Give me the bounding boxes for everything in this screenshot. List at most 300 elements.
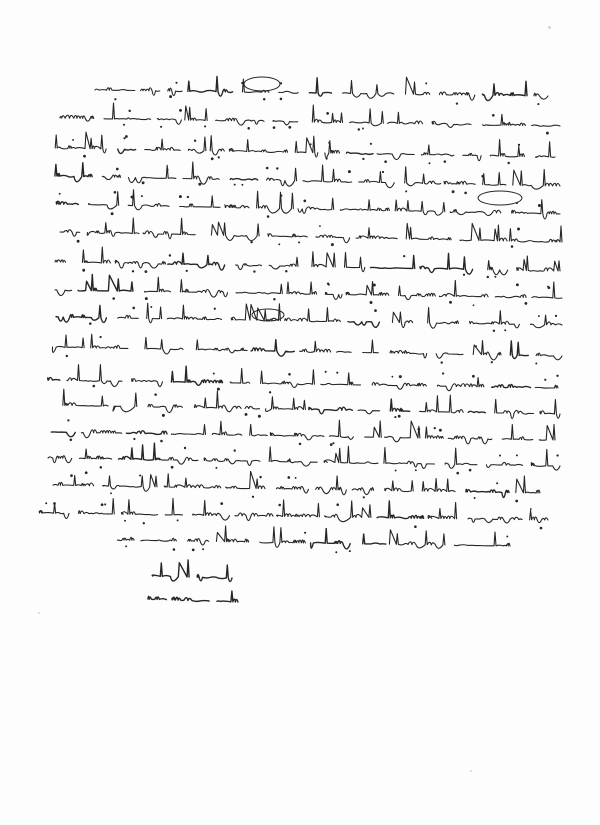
diacritic-dot: [141, 195, 143, 197]
diacritic-dot: [99, 336, 101, 338]
handwriting-stroke: [171, 425, 205, 435]
circled-word-mark: [244, 77, 280, 91]
diacritic-dot: [487, 276, 489, 278]
handwritten-line: [53, 471, 540, 502]
diacritic-dot: [139, 474, 141, 476]
handwritten-line: [63, 389, 560, 418]
diacritic-dot: [555, 315, 557, 317]
diacritic-dot: [481, 175, 484, 178]
diacritic-dot: [556, 454, 558, 456]
handwriting-stroke: [141, 88, 160, 95]
handwriting-stroke: [348, 322, 379, 328]
handwritten-line: [39, 498, 548, 529]
handwriting-stroke: [345, 252, 365, 271]
diacritic-dot: [266, 167, 269, 170]
diacritic-dot: [258, 415, 261, 418]
diacritic-dot: [496, 482, 498, 484]
handwriting-stroke: [517, 256, 560, 271]
handwriting-stroke: [346, 282, 389, 296]
diacritic-dot: [252, 496, 254, 498]
handwriting-stroke: [39, 503, 69, 519]
diacritic-dot: [517, 228, 520, 231]
handwriting-stroke: [48, 456, 72, 463]
diacritic-dot: [442, 372, 444, 374]
handwriting-stroke: [102, 175, 120, 180]
handwriting-stroke: [536, 142, 555, 157]
handwriting-stroke: [482, 81, 527, 100]
handwriting-stroke: [82, 247, 110, 263]
handwriting-stroke: [539, 425, 555, 441]
handwriting-stroke: [300, 341, 331, 352]
diacritic-dot: [263, 98, 265, 100]
diacritic-dot: [53, 502, 56, 505]
diacritic-dot: [403, 255, 405, 257]
handwriting-stroke: [406, 77, 430, 95]
diacritic-dot: [211, 157, 214, 160]
handwriting-stroke: [56, 306, 106, 323]
diacritic-dot: [518, 144, 520, 146]
handwriting-stroke: [216, 526, 248, 542]
handwriting-stroke: [52, 335, 84, 352]
diacritic-dot: [234, 184, 236, 186]
diacritic-dot: [452, 190, 455, 193]
handwriting-stroke: [532, 125, 560, 126]
handwriting-stroke: [324, 446, 378, 463]
handwriting-stroke: [303, 165, 352, 182]
handwritten-line: [56, 190, 560, 219]
handwriting-stroke: [129, 165, 176, 183]
diacritic-dot: [177, 519, 179, 521]
handwriting-stroke: [385, 481, 413, 492]
handwriting-stroke: [118, 149, 136, 153]
diacritic-dot: [331, 243, 334, 246]
diacritic-dot: [287, 476, 290, 479]
diacritic-dot: [92, 385, 95, 388]
handwriting-stroke: [390, 399, 409, 411]
handwriting-stroke: [95, 88, 135, 91]
handwriting-stroke: [53, 476, 94, 486]
handwriting-stroke: [188, 137, 205, 153]
handwriting-stroke: [225, 205, 249, 208]
diacritic-dot: [101, 503, 104, 506]
handwriting-stroke: [126, 431, 167, 435]
diacritic-dot: [154, 393, 157, 396]
handwriting-stroke: [285, 308, 341, 322]
handwritten-line: [55, 132, 555, 164]
handwriting-stroke: [268, 234, 307, 237]
handwriting-stroke: [148, 404, 182, 412]
handwriting-stroke: [534, 93, 548, 99]
diacritic-dot: [145, 270, 148, 273]
handwriting-stroke: [316, 235, 350, 243]
handwriting-stroke: [486, 462, 522, 467]
diacritic-dot: [179, 195, 182, 198]
diacritic-dot: [145, 297, 148, 300]
handwriting-stroke: [266, 397, 306, 412]
diacritic-dot: [362, 128, 364, 130]
handwriting-stroke: [141, 538, 176, 541]
diacritic-dot: [142, 181, 145, 184]
handwriting-stroke: [343, 81, 394, 99]
handwriting-stroke: [340, 200, 389, 211]
handwriting-stroke: [55, 163, 92, 182]
handwriting-stroke: [115, 260, 165, 268]
handwriting-stroke: [78, 275, 133, 292]
handwriting-stroke: [540, 400, 560, 419]
handwriting-stroke: [211, 222, 259, 240]
diacritic-dot: [187, 196, 189, 198]
handwriting-stroke: [350, 109, 384, 126]
diacritic-dot: [218, 156, 220, 158]
handwriting-stroke: [121, 500, 157, 515]
handwriting-stroke: [495, 295, 526, 298]
diacritic-dot: [124, 520, 126, 522]
handwriting-stroke: [60, 230, 80, 236]
diacritic-dot: [537, 103, 539, 105]
handwriting-stroke: [390, 350, 427, 358]
diacritic-dot: [269, 391, 271, 393]
handwriting-stroke: [251, 340, 294, 357]
diacritic-dot: [456, 102, 458, 104]
diacritic-dot: [128, 110, 130, 112]
handwriting-stroke: [516, 476, 540, 493]
handwriting-stroke: [377, 154, 414, 160]
diacritic-dot: [204, 125, 206, 127]
diacritic-dot: [441, 361, 443, 363]
diacritic-dot: [70, 439, 73, 442]
handwriting-stroke: [359, 172, 395, 188]
diacritic-dot: [186, 270, 188, 272]
diacritic-dot: [382, 171, 384, 173]
diacritic-dot: [325, 371, 327, 373]
diacritic-dot: [469, 469, 472, 472]
handwriting-stroke: [454, 532, 510, 546]
diacritic-dot: [192, 549, 195, 552]
diacritic-dot: [110, 492, 112, 494]
handwriting-stroke: [204, 458, 260, 465]
handwriting-stroke: [180, 196, 220, 207]
handwriting-stroke: [352, 488, 373, 495]
diacritic-dot: [425, 82, 427, 84]
handwritten-line: [60, 218, 562, 248]
handwriting-stroke: [128, 190, 169, 210]
handwriting-stroke: [365, 421, 382, 437]
handwriting-stroke: [483, 114, 526, 125]
handwriting-stroke: [188, 76, 233, 96]
handwriting-stroke: [236, 284, 282, 294]
handwriting-stroke: [532, 282, 562, 298]
diacritic-dot: [494, 276, 496, 278]
diacritic-dot: [540, 527, 543, 530]
handwriting-stroke: [165, 498, 182, 515]
handwriting-stroke: [325, 141, 340, 158]
handwriting-stroke: [356, 228, 397, 239]
handwritten-line: [55, 247, 560, 278]
diacritic-dot: [524, 302, 527, 305]
handwriting-stroke: [406, 223, 451, 239]
handwriting-stroke: [145, 139, 181, 150]
diacritic-dot: [59, 193, 61, 195]
handwriting-stroke: [309, 78, 331, 96]
diacritic-dot: [273, 298, 275, 300]
handwriting-stroke: [287, 282, 317, 294]
diacritic-dot: [530, 508, 532, 510]
handwriting-stroke: [63, 389, 108, 406]
handwriting-stroke: [188, 539, 209, 545]
handwriting-stroke: [210, 136, 224, 155]
diacritic-dot: [544, 379, 546, 381]
diacritic-dot: [104, 503, 106, 505]
handwriting-stroke: [132, 379, 163, 387]
handwriting-stroke: [51, 432, 75, 437]
handwriting-stroke: [377, 501, 424, 519]
handwriting-stroke: [56, 201, 78, 204]
diacritic-dot: [125, 135, 128, 138]
diacritic-dot: [173, 548, 176, 551]
diacritic-dot: [220, 502, 223, 505]
diacritic-dot: [335, 551, 337, 553]
diacritic-dot: [247, 127, 250, 130]
diacritic-dot: [169, 95, 172, 98]
handwriting-stroke: [269, 447, 317, 466]
handwriting-stroke: [535, 385, 558, 388]
handwriting-stroke: [372, 382, 426, 389]
handwriting-stroke: [277, 500, 320, 517]
handwritten-line: [56, 303, 562, 332]
handwriting-stroke: [363, 534, 386, 544]
diacritic-dot: [67, 419, 69, 421]
handwriting-stroke: [257, 191, 294, 213]
handwriting-stroke: [395, 200, 445, 215]
handwriting-stroke: [168, 88, 182, 96]
diacritic-dot: [160, 126, 162, 128]
handwriting-stroke: [420, 253, 473, 274]
handwritten-line: [55, 275, 562, 307]
handwriting-stroke: [250, 424, 268, 435]
diacritic-dot: [131, 196, 134, 199]
diacritic-dot: [89, 322, 92, 325]
diacritic-dot: [278, 504, 281, 507]
diacritic-dot: [162, 414, 165, 417]
handwriting-stroke: [325, 501, 371, 522]
handwriting-stroke: [193, 501, 230, 521]
handwriting-stroke: [164, 474, 220, 488]
diacritic-dot: [241, 184, 243, 186]
handwriting-stroke: [448, 436, 492, 444]
diacritic-dot: [449, 301, 452, 304]
diacritic-dot: [114, 191, 117, 194]
handwriting-stroke: [513, 170, 560, 190]
diacritic-dot: [116, 168, 119, 171]
diacritic-dot: [250, 241, 252, 243]
diacritic-dot: [332, 442, 334, 444]
handwriting-stroke: [473, 341, 501, 360]
diacritic-dot: [285, 270, 287, 272]
handwriting-stroke: [277, 486, 309, 493]
handwriting-stroke: [463, 153, 481, 160]
handwriting-stroke: [148, 596, 166, 599]
handwriting-stroke: [495, 399, 534, 418]
diacritic-dot: [516, 454, 518, 456]
handwriting-stroke: [330, 420, 354, 439]
diacritic-dot: [444, 160, 447, 163]
diacritic-dot: [326, 112, 329, 115]
diacritic-dot: [398, 415, 401, 418]
handwriting-stroke: [118, 315, 139, 318]
diacritic-dot: [253, 270, 255, 272]
diacritic-dot: [169, 254, 171, 256]
diacritic-dot: [395, 470, 397, 472]
handwriting-stroke: [167, 305, 221, 320]
handwriting-stroke: [384, 448, 435, 469]
diacritic-dot: [77, 240, 80, 243]
diacritic-dot: [348, 170, 351, 173]
handwriting-stroke: [168, 253, 225, 270]
handwriting-stroke: [490, 140, 524, 157]
diacritic-dot: [493, 330, 495, 332]
handwriting-stroke: [270, 433, 324, 440]
diacritic-dot: [538, 315, 540, 317]
handwriting-stroke: [437, 378, 484, 391]
handwritten-line: [117, 526, 510, 553]
handwriting-stroke: [260, 527, 306, 548]
handwriting-stroke: [316, 476, 347, 495]
handwriting-stroke: [113, 393, 137, 412]
diacritic-dot: [171, 466, 174, 469]
handwriting-stroke: [229, 140, 287, 153]
handwriting-stroke: [183, 162, 219, 184]
diacritic-dot: [504, 329, 506, 331]
handwriting-stroke: [321, 373, 361, 385]
diacritic-dot: [384, 160, 387, 163]
handwriting-stroke: [468, 517, 522, 523]
diacritic-dot: [82, 269, 85, 272]
diacritic-dot: [241, 82, 243, 84]
diacritic-dot: [370, 301, 373, 304]
handwritten-line: [60, 103, 560, 135]
handwriting-stroke: [216, 118, 264, 125]
handwriting-stroke: [363, 340, 379, 353]
handwriting-stroke: [295, 136, 318, 157]
handwriting-stroke: [230, 179, 257, 180]
handwriting-stroke: [55, 260, 66, 262]
circled-word-mark: [478, 191, 522, 205]
handwriting-stroke: [180, 280, 227, 297]
handwriting-stroke: [156, 457, 198, 464]
diacritic-dot: [303, 200, 306, 203]
diacritic-dot: [362, 158, 364, 160]
diacritic-dot: [546, 132, 549, 135]
handwriting-stroke: [536, 353, 562, 360]
handwriting-stroke: [60, 115, 94, 121]
diacritic-dot: [328, 142, 330, 144]
handwriting-stroke: [422, 479, 455, 492]
handwritten-line: [95, 76, 548, 105]
diacritic-dot: [456, 472, 459, 475]
diacritic-dot: [288, 373, 291, 376]
handwriting-stroke: [87, 218, 139, 236]
diacritic-dot: [150, 306, 152, 308]
diacritic-dot: [439, 429, 442, 432]
diacritic-dot: [463, 274, 465, 276]
handwriting-stroke: [143, 218, 195, 238]
handwriting-stroke: [530, 510, 548, 522]
handwriting-stroke: [325, 293, 342, 300]
diacritic-dot: [370, 143, 372, 145]
handwriting-stroke: [91, 334, 128, 348]
handwriting-stroke: [67, 365, 122, 387]
diacritic-dot: [166, 168, 168, 170]
diacritic-dot: [278, 243, 280, 245]
diacritic-dot: [556, 375, 558, 377]
diacritic-dot: [475, 345, 477, 347]
diacritic-dot: [336, 372, 338, 374]
handwriting-stroke: [439, 280, 488, 296]
diacritic-dot: [132, 270, 134, 272]
diacritic-dot: [259, 476, 261, 478]
handwriting-stroke: [439, 92, 474, 100]
handwriting-stroke: [510, 341, 528, 359]
handwriting-stroke: [468, 411, 485, 412]
diacritic-dot: [276, 167, 278, 169]
diacritic-dot: [234, 449, 236, 451]
handwriting-stroke: [261, 370, 315, 388]
handwriting-stroke: [512, 200, 560, 219]
diacritic-dot: [175, 82, 177, 84]
diacritic-dot: [304, 532, 306, 534]
handwriting-stroke: [217, 591, 238, 602]
diacritic-dot: [310, 143, 312, 145]
diacritic-dot: [515, 500, 518, 503]
handwritten-line: [48, 443, 560, 474]
handwriting-stroke: [385, 421, 420, 442]
handwriting-stroke: [483, 173, 506, 186]
handwriting-stroke: [212, 421, 241, 435]
diacritic-dot: [280, 195, 282, 197]
diacritic-dot: [179, 109, 182, 112]
diacritic-dot: [538, 204, 541, 207]
handwriting-stroke: [230, 368, 250, 383]
diacritic-dot: [66, 355, 68, 357]
diacritic-dot: [299, 443, 302, 446]
handwriting-stroke: [531, 449, 560, 470]
handwritten-line: [48, 365, 559, 394]
diacritic-dot: [295, 477, 297, 479]
diacritic-dot: [267, 215, 270, 218]
diacritic-dot: [133, 438, 135, 440]
handwriting-stroke: [185, 106, 207, 120]
handwriting-stroke: [392, 312, 412, 327]
handwriting-stroke: [347, 152, 373, 154]
diacritic-dot: [83, 155, 86, 158]
diacritic-dot: [516, 283, 519, 286]
handwriting-stroke: [152, 560, 189, 581]
handwriting-stroke: [337, 351, 352, 352]
handwriting-stroke: [231, 304, 280, 321]
handwriting-stroke: [388, 112, 423, 124]
diacritic-dot: [417, 428, 420, 431]
handwriting-stroke: [144, 277, 170, 292]
handwriting-stroke: [145, 337, 183, 354]
diacritic-dot: [298, 241, 300, 243]
diacritic-dot: [499, 454, 501, 456]
handwriting-stroke: [55, 132, 106, 153]
diacritic-dot: [330, 443, 333, 446]
diacritic-dot: [399, 375, 402, 378]
diacritic-dot: [358, 128, 360, 130]
handwriting-stroke: [194, 391, 241, 412]
diacritic-dot: [70, 474, 73, 477]
